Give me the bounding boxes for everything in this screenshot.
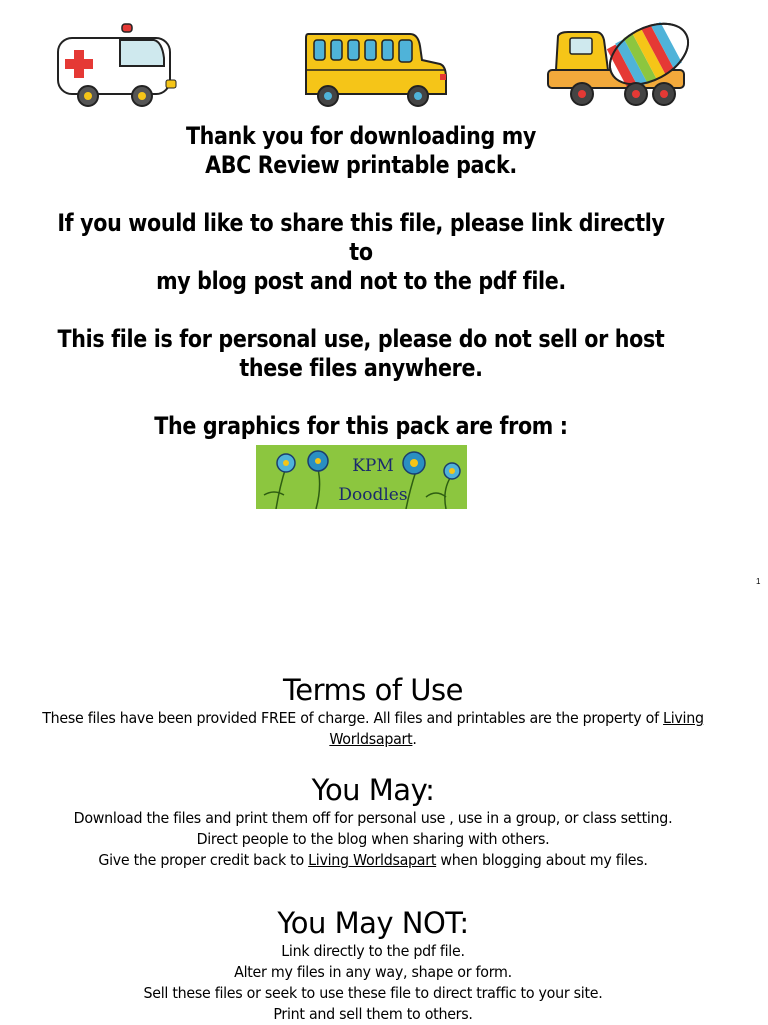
text-line: Link directly to the pdf file.	[281, 942, 465, 960]
text-line: Print and sell them to others.	[273, 1005, 473, 1023]
credit-text: Give the proper credit back to	[98, 851, 309, 869]
terms-of-use-heading: Terms of Use	[283, 673, 463, 707]
kpm-doodles-logo	[256, 445, 467, 509]
terms-paragraph	[19, 708, 728, 750]
living-worldsapart-link[interactable]: Living	[663, 709, 704, 727]
personal-use-paragraph	[51, 325, 672, 383]
text-line: these files anywhere.	[239, 354, 483, 382]
living-worldsapart-link[interactable]: Living Worldsapart	[308, 851, 437, 869]
text-line: This file is for personal use, please do not sell or host	[57, 325, 665, 353]
you-may-not-heading: You May NOT:	[277, 906, 469, 940]
you-may-list	[19, 808, 728, 871]
you-may-not-list	[19, 941, 728, 1025]
page-number: 1	[756, 577, 761, 586]
ambulance-icon	[50, 18, 180, 112]
text-line: The graphics for this pack are from :	[154, 412, 568, 440]
banner-line2: Doodles	[338, 485, 408, 505]
you-may-heading: You May:	[311, 773, 435, 807]
school-bus-icon	[300, 26, 448, 112]
text-line: Thank you for downloading my	[185, 122, 537, 150]
text-line: Download the files and print them off for personal use , use in a group, or class setting.	[73, 809, 673, 827]
living-worldsapart-link[interactable]: Worldsapart	[329, 730, 413, 748]
share-paragraph	[51, 209, 672, 296]
graphics-credit-paragraph	[51, 412, 672, 441]
text-line: Alter my files in any way, shape or form.	[234, 963, 512, 981]
text-line	[19, 708, 728, 729]
text-line	[19, 850, 728, 871]
text-line: my blog post and not to the pdf file.	[156, 267, 566, 295]
text-line: Sell these files or seek to use these file to direct traffic to your site.	[143, 984, 603, 1002]
text-line	[19, 729, 728, 750]
terms-text: These files have been provided FREE of charge. All files and printables are the property of	[42, 709, 664, 727]
terms-section	[0, 672, 746, 1025]
text-line: ABC Review printable pack.	[205, 151, 517, 179]
thanks-paragraph	[51, 122, 672, 180]
intro-text	[51, 122, 672, 470]
banner-line1: KPM	[352, 456, 394, 476]
text-line: If you would like to share this file, please link directly to	[57, 209, 665, 266]
credit-text: when blogging about my files.	[436, 851, 648, 869]
text-line: Direct people to the blog when sharing with others.	[196, 830, 550, 848]
cement-mixer-truck-icon	[544, 14, 694, 114]
terms-period: .	[412, 730, 417, 748]
